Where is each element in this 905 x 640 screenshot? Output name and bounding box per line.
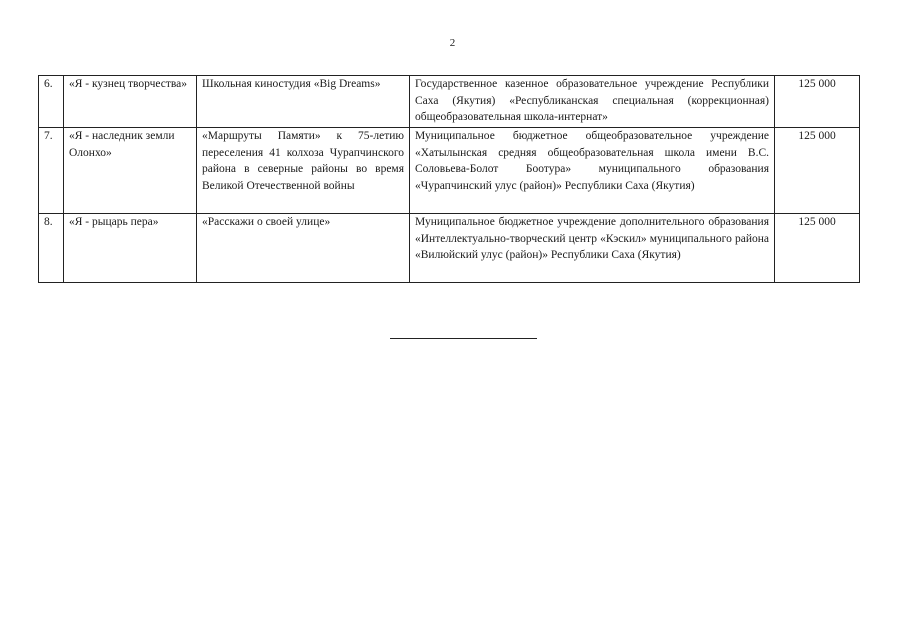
amount-cell: 125 000 — [775, 128, 860, 214]
organization-cell: Муниципальное бюджетное общеобразовательное учреждение «Хатылынская средняя общеобразовательная школа имени В.С. Соловьева-Болот Боотура» муниципального образования «Чурапчинский улус (район)» Республики Саха (Якутия) — [410, 128, 775, 214]
table-row — [39, 128, 860, 214]
nomination-cell: «Я - наследник земли Олонхо» — [64, 128, 197, 214]
amount-cell: 125 000 — [775, 214, 860, 283]
grants-table — [38, 75, 860, 283]
organization-cell: Государственное казенное образовательное учреждение Республики Саха (Якутия) «Республиканская специальная (коррекционная) общеобразовательная школа-интернат» — [410, 76, 775, 128]
page-number: 2 — [449, 37, 456, 49]
row-number: 8. — [39, 214, 64, 283]
project-cell: Школьная киностудия «Big Dreams» — [197, 76, 410, 128]
table-row — [39, 214, 860, 283]
table-row — [39, 76, 860, 128]
amount-cell: 125 000 — [775, 76, 860, 128]
organization-cell: Муниципальное бюджетное учреждение дополнительного образования «Интеллектуально-творческий центр «Кэскил» муниципального района «Вилюйский улус (район)» Республики Саха (Якутия) — [410, 214, 775, 283]
row-number: 7. — [39, 128, 64, 214]
end-of-document-line — [390, 338, 537, 339]
project-cell: «Маршруты Памяти» к 75-летию переселения 41 колхоза Чурапчинского района в северные районы во время Великой Отечественной войны — [197, 128, 410, 214]
row-number: 6. — [39, 76, 64, 128]
project-cell: «Расскажи о своей улице» — [197, 214, 410, 283]
nomination-cell: «Я - кузнец творчества» — [64, 76, 197, 128]
nomination-cell: «Я - рыцарь пера» — [64, 214, 197, 283]
